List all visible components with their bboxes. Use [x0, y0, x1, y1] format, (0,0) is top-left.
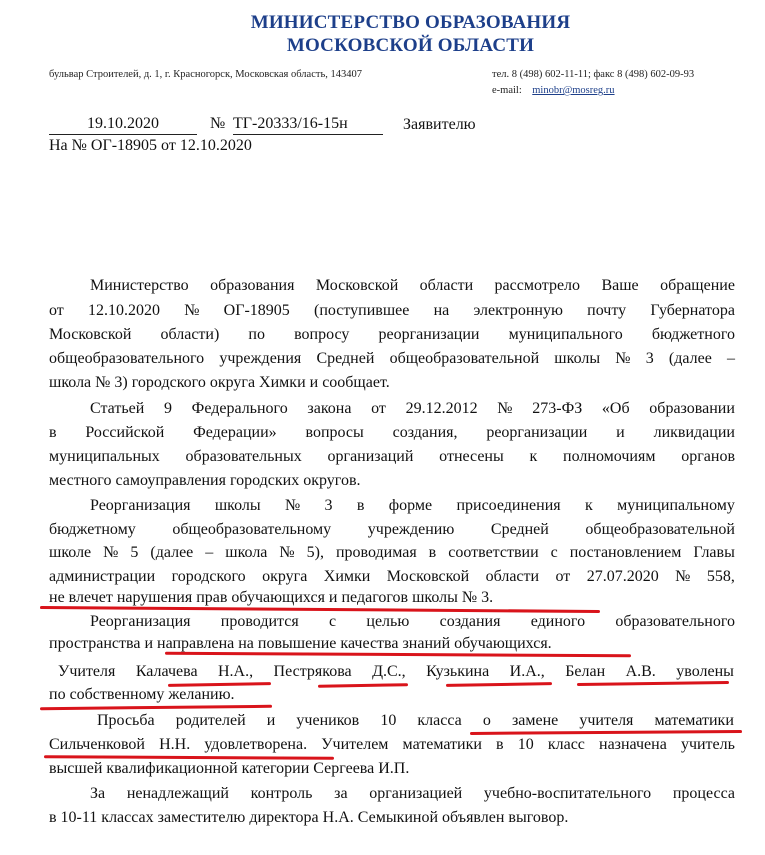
body-line-22: За ненадлежащий контроль за организацией учебно-воспитательного процесса: [90, 785, 735, 802]
body-line-1: Министерство образования Московской области рассмотрело Ваше обращение: [90, 277, 735, 294]
body-line-17: Учителя Калачева Н.А., Пестрякова Д.С., Кузькина И.А., Белан А.В. уволены: [58, 663, 734, 680]
highlight-underline: [40, 606, 600, 613]
body-line-10: Реорганизация школы № 3 в форме присоединения к муниципальному: [90, 497, 735, 514]
body-line-23: в 10-11 классах заместителю директора Н.А. Семыкиной объявлен выговор.: [49, 809, 569, 826]
body-line-18: по собственному желанию.: [49, 686, 235, 703]
highlight-underline: [577, 681, 729, 686]
body-line-4: общеобразовательного учреждения Средней общеобразовательной школы № 3 (далее –: [49, 350, 735, 367]
email-label: e-mail:: [492, 85, 522, 96]
body-line-16: пространства и направлена на повышение качества знаний обучающихся.: [49, 635, 552, 652]
body-line-6: Статьей 9 Федерального закона от 29.12.2012 № 273-ФЗ «Об образовании: [90, 400, 735, 417]
body-line-11: бюджетному общеобразовательному учреждению Средней общеобразовательной: [49, 521, 735, 538]
body-line-19: Просьба родителей и учеников 10 класса о замене учителя математики: [97, 712, 734, 729]
body-line-12: школе № 5 (далее – школа № 5), проводимая в соответствии с постановлением Главы: [49, 544, 735, 561]
body-line-7: в Российской Федерации» вопросы создания, реорганизации и ликвидации: [49, 424, 735, 441]
highlight-underline: [40, 705, 272, 710]
outgoing-number-label: №: [210, 115, 226, 132]
outgoing-date: 19.10.2020: [49, 115, 197, 135]
body-line-13: администрации городского округа Химки Московской области от 27.07.2020 № 558,: [49, 568, 735, 585]
body-line-8: муниципальных образовательных организаций отнесены к полномочиям органов: [49, 448, 735, 465]
body-line-20: Сильченковой Н.Н. удовлетворена. Учителем математики в 10 класс назначена учитель: [49, 736, 735, 753]
highlight-underline: [470, 730, 742, 735]
ministry-email-row: [492, 85, 615, 96]
body-line-9: местного самоуправления городских округов.: [49, 472, 361, 489]
email-link[interactable]: minobr@mosreg.ru: [532, 85, 615, 96]
body-line-15: Реорганизация проводится с целью создания единого образовательного: [90, 613, 735, 630]
body-line-21: высшей квалификационной категории Сергеева И.П.: [49, 760, 410, 777]
highlight-underline: [318, 683, 408, 688]
reference-line: На № ОГ-18905 от 12.10.2020: [49, 137, 252, 154]
highlight-underline: [165, 652, 631, 657]
addressee: Заявителю: [403, 116, 476, 133]
body-line-5: школа № 3) городского округа Химки и сообщает.: [49, 374, 390, 391]
outgoing-number: ТГ-20333/16-15н: [233, 115, 383, 135]
ministry-name-line1: МИНИСТЕРСТВО ОБРАЗОВАНИЯ: [250, 12, 571, 33]
body-line-3: Московской области) по вопросу реорганизации муниципального бюджетного: [49, 326, 735, 343]
body-line-14: не влечет нарушения прав обучающихся и педагогов школы № 3.: [49, 589, 494, 606]
ministry-name-line2: МОСКОВСКОЙ ОБЛАСТИ: [286, 35, 535, 56]
body-line-2: от 12.10.2020 № ОГ-18905 (поступившее на электронную почту Губернатора: [49, 302, 735, 319]
highlight-underline: [446, 682, 552, 687]
ministry-phones: тел. 8 (498) 602-11-11; факс 8 (498) 602-09-93: [492, 69, 695, 80]
ministry-address: бульвар Строителей, д. 1, г. Красногорск, Московская область, 143407: [49, 69, 362, 80]
